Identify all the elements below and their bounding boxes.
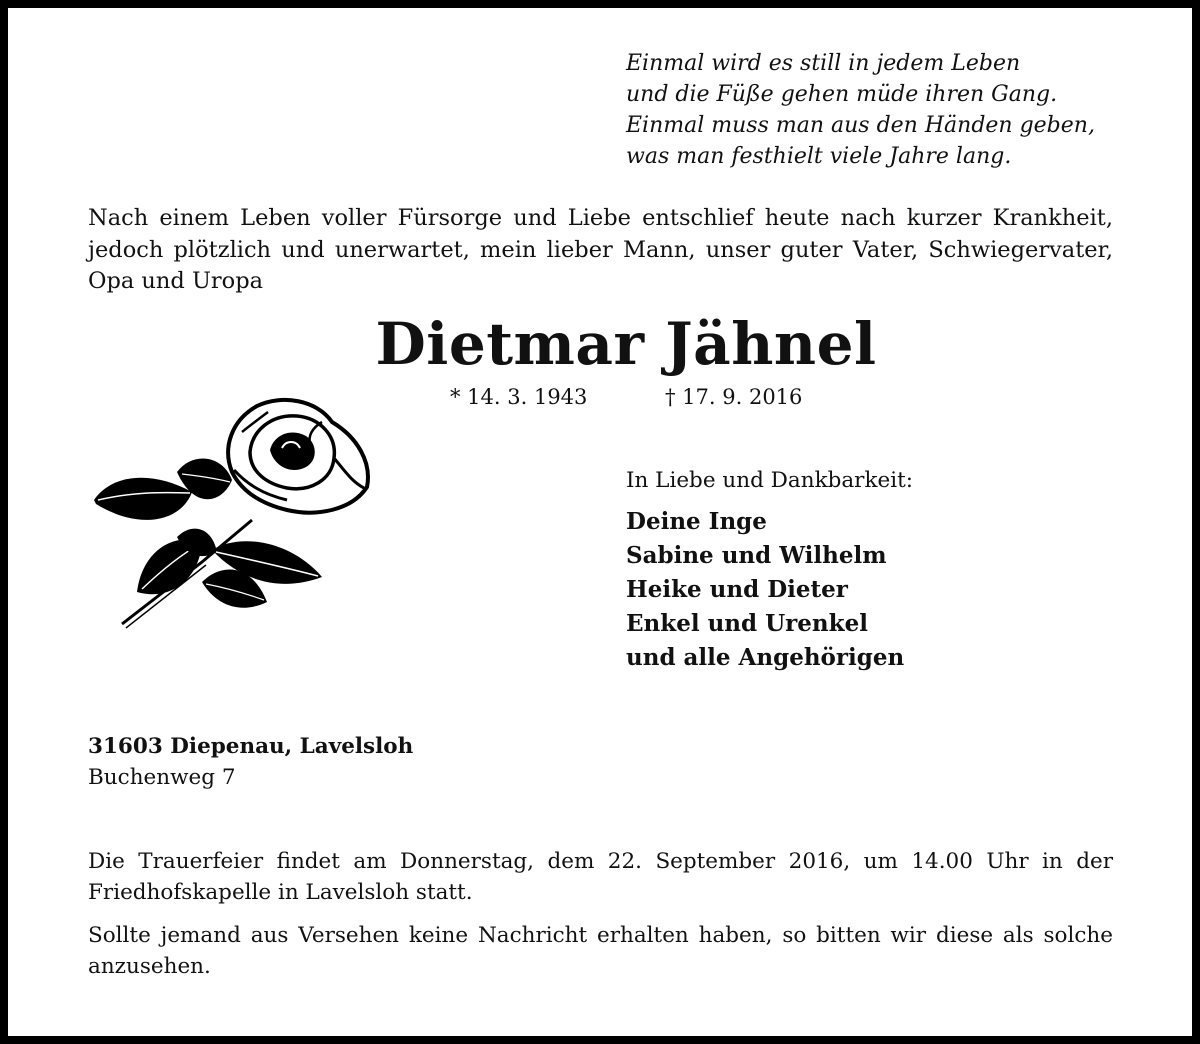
poem-line: Einmal wird es still in jedem Leben: [626, 51, 1021, 76]
funeral-notice: Die Trauerfeier findet am Donnerstag, dem 22. September 2016, um 14.00 Uhr in der Friedhofskapelle in Lavelsloh statt.: [88, 849, 1113, 905]
poem-line: Einmal muss man aus den Händen geben,: [626, 113, 1095, 138]
deceased-name: Dietmar Jähnel: [375, 310, 877, 378]
poem-line: und die Füße gehen müde ihren Gang.: [626, 82, 1058, 107]
rose-icon: [82, 392, 382, 642]
family-member: Deine Inge: [626, 508, 767, 535]
birth-date: * 14. 3. 1943: [450, 385, 588, 409]
family-member: Heike und Dieter: [626, 576, 848, 603]
intro-text: Nach einem Leben voller Fürsorge und Liebe entschlief heute nach kurzer Krankheit, jedoch plötzlich und unerwartet, mein lieber Mann, unser guter Vater, Schwiegervater, Opa und Uropa: [88, 205, 1113, 294]
thanks-line: In Liebe und Dankbarkeit:: [626, 468, 913, 493]
family-member: Sabine und Wilhelm: [626, 542, 887, 569]
notification-notice: Sollte jemand aus Versehen keine Nachricht erhalten haben, so bitten wir diese als solche anzusehen.: [88, 923, 1113, 979]
service-info: [88, 846, 1113, 994]
poem: [626, 48, 1146, 172]
address-city: 31603 Diepenau, Lavelsloh: [88, 734, 414, 759]
poem-line: was man festhielt viele Jahre lang.: [626, 144, 1012, 169]
family-member: Enkel und Urenkel: [626, 610, 868, 637]
address: [88, 731, 413, 793]
family-member: und alle Angehörigen: [626, 644, 905, 671]
death-date: † 17. 9. 2016: [665, 385, 803, 409]
family-list: [626, 505, 904, 675]
address-street: Buchenweg 7: [88, 765, 236, 790]
